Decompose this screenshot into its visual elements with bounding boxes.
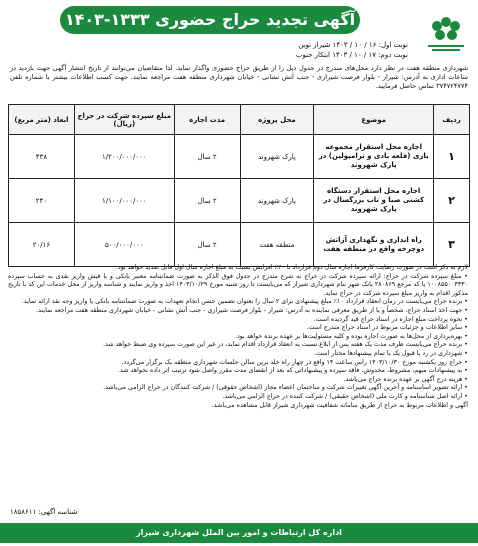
row-area: ۲۰/۱۶	[9, 223, 75, 267]
col-location: محل پروژه	[240, 105, 314, 135]
tender-table	[8, 104, 470, 267]
row-number: ۲	[434, 179, 470, 223]
row-subject: اجاره محل استقرار دستگاه کشتی صبا و تاب بزرگسال در پارک شهروند	[314, 179, 434, 223]
condition-item: • برنده حراج می‌بایست ظرف مدت یک هفته پس از ابلاغ نسبت به انعقاد قرارداد اقدام نماید، در غیر این صورت سپرده وی ضبط خواهد شد.	[103, 341, 468, 349]
publication-first: نوبت اول: ۱۶ / ۱۰ / ۱۴۰۳ شیراز نوین	[298, 41, 408, 49]
row-deposit: ۱/۱۰۰/۰۰۰/۰۰۰	[74, 179, 174, 223]
publication-dates	[296, 40, 408, 60]
condition-item: • شهرداری در رد یا قبول یک یا تمام پیشنهادها مختار است.	[314, 349, 468, 357]
row-location: پارک شهروند	[240, 179, 314, 223]
page-title: آگهی تجدید حراج حضوری ۱۳۳۳-۱۴۰۳	[60, 6, 360, 34]
conditions-list	[8, 264, 468, 410]
row-deposit: ۱/۲۰۰/۰۰۰/۰۰۰	[74, 135, 174, 179]
col-row: ردیف	[434, 105, 470, 135]
col-deposit: مبلغ سپرده شرکت در حراج (ریال)	[74, 105, 174, 135]
condition-item: • سایر اطلاعات و جزئیات مربوط در اسناد حراج مندرج است.	[306, 324, 468, 332]
col-subject: موضوع	[314, 105, 434, 135]
municipality-logo-icon	[418, 4, 474, 60]
table-row	[9, 135, 470, 179]
row-subject: اجاره محل استقرار مجموعه بازی (قلعه بادی و ترامپولین) در پارک شهروند	[314, 135, 434, 179]
col-duration: مدت اجاره	[174, 105, 240, 135]
condition-item: • هزینه درج آگهی بر عهده برنده حراج می‌باشد.	[343, 375, 468, 383]
header	[0, 4, 478, 38]
condition-item: • ارائه اصل شناسنامه و کارت ملی (اشخاص حقیقی) / شرکت کننده در حراج الزامی می‌باشد.	[222, 392, 468, 400]
row-duration: ۲ سال	[174, 179, 240, 223]
row-area: ۴۳۸	[9, 135, 75, 179]
condition-item: • حراج روز یکشنبه مورخ ۱۴۰۳/۱۰/۳۰ راس ساعت ۱۴ واقع در چهار راه خلد برین سالن جلسات شهرداری منطقه یک برگزار می‌گردد.	[121, 358, 468, 366]
row-duration: ۲ سال	[174, 135, 240, 179]
footer-banner: اداره کل ارتباطات و امور بین الملل شهرداری شیراز	[0, 523, 478, 543]
condition-item: • نحوه پرداخت مبلغ اجاره در اسناد حراج قید گردیده است.	[313, 315, 468, 323]
row-duration: ۲ سال	[174, 223, 240, 267]
condition-item: • به پیشنهادات مبهم، مشروط، مخدوش، فاقد سپرده و پیشنهاداتی که بعد از انقضای مدت مقرر واصل شود ترتیب اثر داده نخواهد شد.	[117, 367, 468, 375]
table-row	[9, 223, 470, 267]
condition-item: آگهی و اطلاعات مربوط به حراج از طریق سامانه شفافیت شهرداری شیراز قابل مشاهده می‌باشد.	[211, 401, 468, 409]
condition-item: • جهت اخذ اسناد حراج، شخصاً و یا از طریق معرفی نماینده به آدرس: شیراز - بلوار فرصت شیرازی - جنب آتش نشانی - خیابان شهرداری منطقه هفت مراجعه نمایند.	[36, 306, 468, 314]
row-deposit: ۵۰۰/۰۰۰/۰۰۰	[74, 223, 174, 267]
condition-item: • بهره‌برداری از محل‌ها به صورت اجاره بوده و کلیه مسئولیت‌ها بر عهده برنده خواهد بود.	[234, 332, 468, 340]
row-area: ۲۴۰	[9, 179, 75, 223]
intro-paragraph: شهرداری منطقه هفت در نظر دارد محل‌های مندرج در جدول ذیل را از طریق حراج حضوری واگذار نماید. لذا متقاضیان می‌توانند از تاریخ انتشار آگهی جهت بازدید در ساعات اداری به آدرس: شیراز - بلوار فرصت شیرازی - جنب آتش نشانی - خیابان شهرداری منطقه هفت مراجعه نمایند. جهت کسب اطلاعات بیشتر با شماره تلفن ۳۷۴۷۲۴۷۷۴ تماس حاصل فرمایید.	[10, 64, 468, 90]
table-row	[9, 179, 470, 223]
condition-item: لازم به ذکر است در صورت رضایت کارفرما اجاره سال دوم قرارداد با ۲۰٪ افزایش نسبت به مبلغ اجاره سال اول قابل تمدید خواهد بود.	[115, 264, 468, 271]
condition-item: • مبلغ سپرده شرکت در حراج: ارائه سپرده شرکت در حراج به شرح مندرج در جدول فوق الذکر به صورت ضمانتنامه معتبر بانکی و یا فیش واریز نقدی به حساب سپرده ۱۰۰۸۵۵۰۰۳۳۳۰ یا کد مرجع ۲۸۰۸۶۹ بانک شهر بنام شهرداری شیراز که می‌بایست تا روز شنبه مورخ ۱۴۰۳/۱۰/۲۹ اخذ و واریز نمایند و شناسه واریز از محل خدمات این کد با تاریخ مذکور اقدام به واریز مبلغ سپرده شرکت در حراج نماید.	[8, 272, 469, 297]
col-area: ابعاد (متر مربع)	[9, 105, 75, 135]
row-location: منطقه هفت	[240, 223, 314, 267]
ad-tracking-id: شناسه آگهی: ۱۸۵۸۶۱۱	[10, 508, 78, 516]
row-number: ۳	[434, 223, 470, 267]
table-header-row	[9, 105, 470, 135]
row-location: پارک شهروند	[240, 135, 314, 179]
row-number: ۱	[434, 135, 470, 179]
row-subject: راه اندازی و نگهداری آزاتش دوچرخه واقع در منطقه هفت	[314, 223, 434, 267]
condition-item: • برنده حراج می‌بایست در زمان انعقاد قرارداد ۱۰٪ مبلغ پیشنهادی برای ۲ سال را بعنوان تضمین حسن انجام تعهدات به صورت ضمانتنامه بانکی یا واریز وجه نقد ارائه نماید.	[21, 298, 468, 306]
publication-second: نوبت دوم: ۱۷ / ۱۰ / ۱۴۰۳ ابتکار جنوب	[295, 51, 408, 59]
condition-item: • ارائه تصویر اساسنامه و آخرین آگهی تغییرات شرکت و ساختمان اعضاء مجاز (اشخاص حقوقی) / شرکت کنندگان در حراج الزامی می‌باشد.	[103, 384, 468, 392]
